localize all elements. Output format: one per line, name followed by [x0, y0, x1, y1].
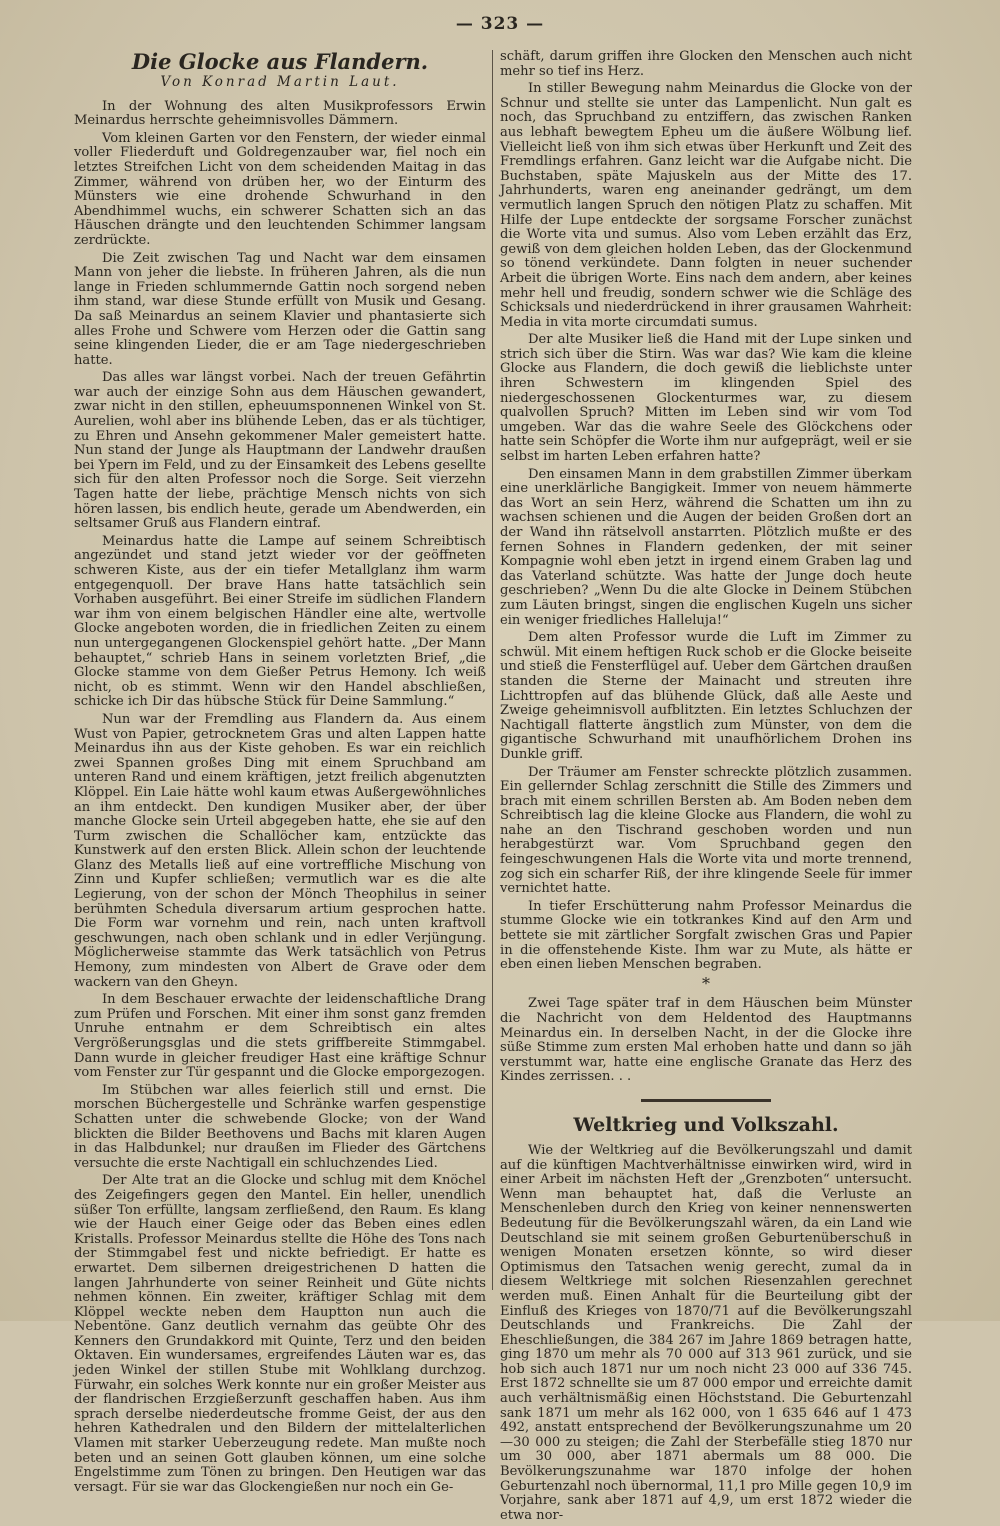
article-divider [641, 1099, 771, 1102]
paragraph: Meinardus hatte die Lampe auf seinem Schreibtisch angezündet und stand jetzt wieder vor der geöffneten schweren Kiste, aus der ein tiefer Metallglanz ihm warm entgegenquoll. Der brave Hans hatte tatsächlich sein Vorhaben ausgeführt. Bei einer Streife im südlichen Flandern war ihm von einem belgischen Händler eine alte, wertvolle Glocke angeboten worden, die in friedlichen Zeiten zu einem nun untergegangenen Glockenspiel gehört hatte. „Der Mann behauptet,“ schrieb Hans in seinem vorletzten Brief, „die Glocke stamme von dem Gießer Petrus Hemony. Ich weiß nicht, ob es stimmt. Wenn wir den Handel abschließen, schicke ich Dir das hübsche Stück für Deine Sammlung.“ [74, 533, 486, 710]
paragraph: Das alles war längst vorbei. Nach der treuen Gefährtin war auch der einzige Sohn aus dem Häuschen gewandert, zwar nicht in den stillen, epheuumsponnenen Winkel von St. Aurelien, wohl aber ins blühende Leben, das er als tüchtiger, zu Ehren und Ansehn gekommener Maler gemeistert hatte. Nun stand der Junge als Hauptmann der Landwehr draußen bei Ypern im Feld, und zu der Einsamkeit des Lebens gesellte sich für den alten Professor noch die Sorge. Seit vierzehn Tagen hatte der liebe, prächtige Mensch nichts von sich hören lassen, bis endlich heute, gerade um Abendwerden, ein seltsamer Gruß aus Flandern eintraf. [74, 370, 486, 532]
paragraph: Den einsamen Mann in dem grabstillen Zimmer überkam eine unerklärliche Bangigkeit. Immer von neuem hämmerte das Wort an sein Herz, während die Schatten um ihn zu wachsen schienen und die Augen der beiden Großen dort an der Wand ihn rätselvoll anstarrten. Plötzlich mußte er des fernen Sohnes in Flandern gedenken, der mit seiner Kompagnie wohl eben jetzt in irgend einem Graben lag und das Vaterland schützte. Was hatte der Junge doch heute geschrieben? „Wenn Du die alte Glocke in Deinem Stübchen zum Läuten bringst, singen die englischen Kugeln uns sicher ein weniger friedliches Halleluja!“ [500, 466, 912, 628]
paragraph: Vom kleinen Garten vor den Fenstern, der wieder einmal voller Fliederduft und Goldregenzauber war, fiel noch ein letztes Streifchen Licht von dem scheidenden Maitag in das Zimmer, während von drüben her, wo der Einturm des Münsters wie eine drohende Schwurhand in den Abendhimmel wuchs, ein schwerer Schatten sich an das Häuschen drängte und den leuchtenden Schimmer langsam zerdrückte. [74, 130, 486, 248]
section-separator: * [702, 973, 710, 993]
paragraph: In der Wohnung des alten Musikprofessors Erwin Meinardus herrschte geheimnisvolles Dämmern. [74, 98, 486, 129]
page-number: — 323 — [455, 14, 545, 34]
paragraph: Der Alte trat an die Glocke und schlug mit dem Knöchel des Zeigefingers gegen den Mantel. Ein heller, unendlich süßer Ton erfüllte, langsam zerfließend, den Raum. Es klang wie der Hauch einer Geige oder das Beben eines edlen Kristalls. Professor Meinardus stellte die Höhe des Tons nach der Stimmgabel fest und nickte befriedigt. Er hatte es erwartet. Dem silbernen dreigestrichenen D hatten die langen Jahrhunderte von seiner Reinheit und Güte nichts nehmen können. Ein zweiter, kräftiger Schlag mit dem Klöppel weckte neben dem Hauptton nun auch die Nebentöne. Ganz deutlich vernahm das geübte Ohr des Kenners den Grundakkord mit Quinte, Terz und den beiden Oktaven. Ein wundersames, ergreifendes Läuten war es, das jeden Winkel der stillen Stube mit Wohlklang durchzog. Fürwahr, ein solches Werk konnte nur ein großer Meister aus der flandrischen Erzgießerzunft geschaffen haben. Aus ihm sprach derselbe niederdeutsche fromme Geist, der aus den hehren Kathedralen und den Bildern der mittelalterlichen Vlamen mit starker Ueberzeugung redete. Man mußte noch beten und an seinen Gott glauben können, um eine solche Engelstimme zum Tönen zu bringen. Den Heutigen war das versagt. Für sie war das Glockengießen nur noch ein Ge- [74, 1173, 486, 1495]
paragraph: Nun war der Fremdling aus Flandern da. Aus einem Wust von Papier, getrocknetem Gras und alten Lappen hatte Meinardus ihn aus der Kiste gehoben. Es war ein reichlich zwei Spannen großes Ding mit einem Spruchband am unteren Rand und einem kräftigen, jetzt freilich abgenutzten Klöppel. Ein Laie hätte wohl kaum etwas Außergewöhnliches an ihm entdeckt. Den kundigen Musiker aber, der über manche Glocke sein Urteil abgegeben hatte, ehe sie auf den Turm zwischen die Schallöcher kam, entzückte das Kunstwerk auf den ersten Blick. Allein schon der leuchtende Glanz des Metalls ließ auf eine vortreffliche Mischung von Zinn und Kupfer schließen; vermutlich war es die alte Legierung, von der schon der Mönch Theophilus in seiner berühmten Schedula diversarum artium gesprochen hatte. Die Form war vornehm und rein, nach unten kraftvoll geschwungen, nach oben schlank und in edler Verjüngung. Möglicherweise stammte das Werk tatsächlich von Petrus Hemony, zum mindesten von Albert de Grave oder dem wackern van den Gheyn. [74, 711, 486, 990]
paragraph: Wie der Weltkrieg auf die Bevölkerungszahl und damit auf die künftigen Machtverhältnisse einwirken wird, wird in einer Arbeit im nächsten Heft der „Grenzboten“ untersucht. Wenn man behauptet hat, daß die Verluste an Menschenleben durch den Krieg von keiner nennenswerten Bedeutung für die Bevölkerungszahl wären, da ein Land wie Deutschland sie mit seinem großen Geburtenüberschuß in wenigen Monaten ersetzen könnte, so wird dieser Optimismus den Tatsachen wenig gerecht, zumal da in diesem Weltkriege mit solchen Riesenzahlen gerechnet werden muß. Einen Anhalt für die Beurteilung gibt der Einfluß des Krieges von 1870/71 auf die Bevölkerungszahl Deutschlands und Frankreichs. Die Zahl der Eheschließungen, die 384 267 im Jahre 1869 betragen hatte, ging 1870 um mehr als 70 000 auf 313 961 zurück, und sie hob sich auch 1871 nur um noch nicht 23 000 auf 336 745. Erst 1872 schnellte sie um 87 000 empor und erreichte damit auch verhältnismäßig einen Höchststand. Die Geburtenzahl sank 1871 um mehr als 162 000, von 1 635 646 auf 1 473 492, anstatt entsprechend der Bevölkerungszunahme um 20—30 000 zu steigen; die Zahl der Sterbefälle stieg 1870 nur um 30 000, aber 1871 abermals um 88 000. Die Bevölkerungszunahme war 1870 infolge der hohen Geburtenzahl noch übernormal, 11,1 pro Mille gegen 10,9 im Vorjahre, sank aber 1871 auf 4,9, um erst 1872 wieder die etwa nor- [500, 1142, 912, 1523]
article-title: Weltkrieg und Volkszahl. [573, 1113, 839, 1136]
paragraph: In dem Beschauer erwachte der leidenschaftliche Drang zum Prüfen und Forschen. Mit einer ihm sonst ganz fremden Unruhe entnahm er dem Schreibtisch ein altes Vergrößerungsglas und die stets griffbereite Stimmgabel. Dann wurde in gleicher freudiger Hast eine kräftige Schnur vom Fenster zur Tür gespannt und die Glocke emporgezogen. [74, 992, 486, 1081]
left-column [74, 50, 486, 1498]
paragraph: Dem alten Professor wurde die Luft im Zimmer zu schwül. Mit einem heftigen Ruck schob er die Glocke beiseite und stieß die Fensterflügel auf. Ueber dem Gärtchen draußen standen die Sterne der Mainacht und streuten ihre Lichttropfen auf das blühende Glück, daß alle Aeste und Zweige geheimnisvoll aufblitzten. Ein letztes Schluchzen der Nachtigall flatterte ängstlich zum Münster, von dem die gigantische Schwurhand mit unaufhörlichem Drohen ins Dunkle griff. [500, 630, 912, 762]
article-title: Die Glocke aus Flandern. [131, 49, 429, 74]
paragraph: Die Zeit zwischen Tag und Nacht war dem einsamen Mann von jeher die liebste. In früheren Jahren, als die nun lange in Frieden schlummernde Gattin noch sorgend neben ihm stand, war diese Stunde erfüllt von Musik und Gesang. Da saß Meinardus an seinem Klavier und phantasierte sich alles Frohe und Schwere vom Herzen oder die Gattin sang seine klingenden Lieder, die er am Tage niedergeschrieben hatte. [74, 250, 486, 368]
paragraph: Im Stübchen war alles feierlich still und ernst. Die morschen Büchergestelle und Schränke warfen gespenstige Schatten unter die schwebende Glocke; von der Wand blickten die Bilder Beethovens und Bachs mit klaren Augen in das Halbdunkel; nur draußen im Flieder des Gärtchens versuchte die erste Nachtigall ein schluchzendes Lied. [74, 1082, 486, 1171]
right-column [500, 50, 912, 1526]
article-byline: Von Konrad Martin Laut. [160, 74, 400, 90]
paragraph: Der alte Musiker ließ die Hand mit der Lupe sinken und strich sich über die Stirn. Was war das? Wie kam die kleine Glocke aus Flandern, die doch gewiß die lieblichste unter ihren Schwestern im klingenden Spiel des niedergeschossenen Glockenturmes war, zu diesem qualvollen Spruch? Mitten im Leben sind wir vom Tod umgeben. War das die wahre Seele des Glöckchens oder hatte sein Schöpfer die Worte ihm nur aufgeprägt, weil er sie selbst im harten Leben erfahren hatte? [500, 332, 912, 465]
column-divider [492, 50, 493, 1290]
paragraph: In tiefer Erschütterung nahm Professor Meinardus die stumme Glocke wie ein totkrankes Kind auf den Arm und bettete sie mit zärtlicher Sorgfalt zwischen Gras und Papier in die offenstehende Kiste. Ihm war zu Mute, als hätte er eben einen lieben Menschen begraben. [500, 898, 912, 973]
paragraph: Zwei Tage später traf in dem Häuschen beim Münster die Nachricht von dem Heldentod des Hauptmanns Meinardus ein. In derselben Nacht, in der die Glocke ihre süße Stimme zum ersten Mal erhoben hatte und dann so jäh verstummt war, hatte eine englische Granate das Herz des Kindes zerrissen. . . [500, 996, 912, 1085]
paragraph: Der Träumer am Fenster schreckte plötzlich zusammen. Ein gellernder Schlag zerschnitt die Stille des Zimmers und brach mit einem schrillen Bersten ab. Am Boden neben dem Schreibtisch lag die kleine Glocke aus Flandern, die wohl zu nahe an den Tischrand geschoben worden und nun herabgestürzt war. Vom Spruchband gegen den feingeschwungenen Hals die Worte vita und morte trennend, zog sich ein scharfer Riß, der ihre klingende Seele für immer vernichtet hatte. [500, 764, 912, 897]
paragraph: In stiller Bewegung nahm Meinardus die Glocke von der Schnur und stellte sie unter das Lampenlicht. Nun galt es noch, das Spruchband zu entziffern, das zwischen Ranken aus lebhaft bewegtem Epheu um die äußere Wölbung lief. Vielleicht ließ von ihm sich etwas über Herkunft und Zeit des Fremdlings erfahren. Ganz leicht war die Aufgabe nicht. Die Buchstaben, späte Majuskeln aus der Mitte des 17. Jahrhunderts, waren eng aneinander gedrängt, um dem vermutlich langen Spruch den nötigen Platz zu schaffen. Mit Hilfe der Lupe entdeckte der sorgsame Forscher zunächst die Worte vita und sumus. Also vom Leben erzählt das Erz, gewiß von dem gleichen holden Leben, das der Glockenmund so tönend verkündete. Dann folgten in neuer suchender Arbeit die übrigen Worte. Eins nach dem andern, aber keines mehr hell und freudig, sondern schwer wie die Schläge des Schicksals und niederdrückend in ihrer grausamen Wahrheit: Media in vita morte circumdati sumus. [500, 81, 912, 330]
paragraph: schäft, darum griffen ihre Glocken den Menschen auch nicht mehr so tief ins Herz. [500, 49, 912, 79]
